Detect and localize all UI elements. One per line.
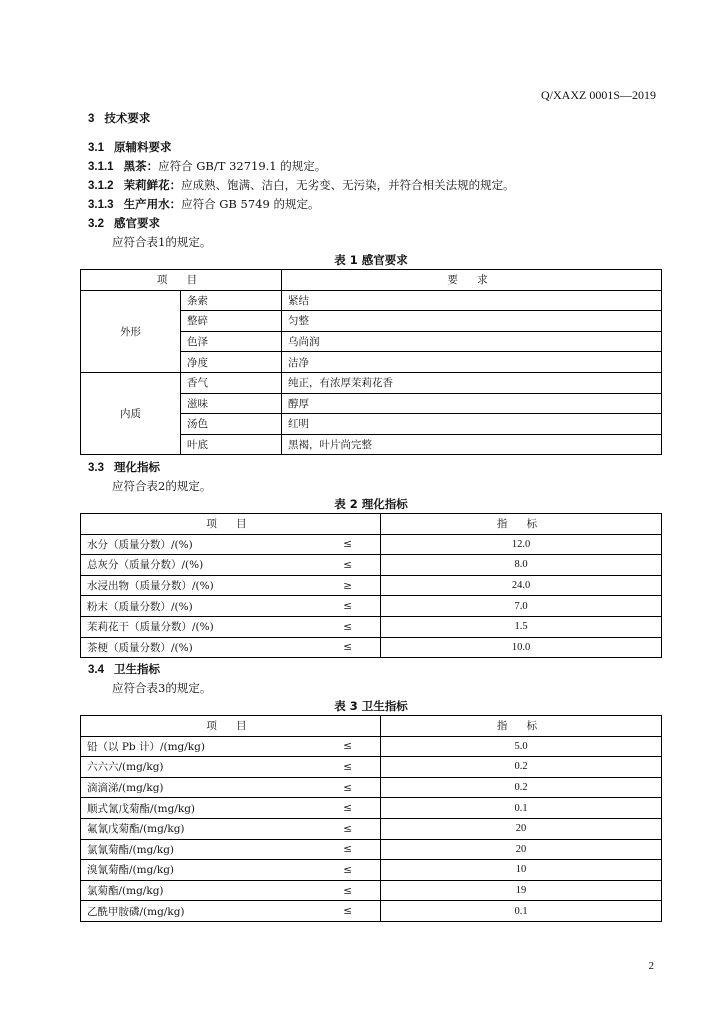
row-value: 5.0 bbox=[381, 736, 662, 757]
section-number: 3.4 bbox=[88, 664, 104, 676]
section-3-2-heading bbox=[88, 214, 160, 233]
table-header-row bbox=[81, 514, 662, 535]
row-symbol: ≤ bbox=[301, 534, 381, 555]
section-title: 原辅料要求 bbox=[114, 140, 172, 154]
row-item: 净度 bbox=[181, 352, 282, 373]
table-row bbox=[81, 534, 662, 555]
section-title: 卫生指标 bbox=[114, 662, 160, 676]
table-header-row bbox=[81, 270, 662, 291]
row-value: 24.0 bbox=[381, 575, 662, 596]
row-value: 10 bbox=[381, 860, 662, 881]
header-index: 指 标 bbox=[381, 514, 662, 535]
section-3-heading bbox=[88, 109, 150, 128]
section-3-3-heading bbox=[88, 458, 160, 477]
table-row bbox=[81, 757, 662, 778]
clause-3-1-1 bbox=[88, 157, 326, 176]
row-value: 1.5 bbox=[381, 616, 662, 637]
table-row bbox=[81, 777, 662, 798]
row-item: 滋味 bbox=[181, 393, 282, 414]
row-item: 水浸出物（质量分数）/(%) bbox=[81, 575, 301, 596]
row-item: 色泽 bbox=[181, 331, 282, 352]
clause-number: 3.1.2 bbox=[88, 180, 114, 192]
table-row bbox=[81, 901, 662, 922]
header-item: 项 目 bbox=[81, 514, 381, 535]
row-value: 7.0 bbox=[381, 596, 662, 617]
section-number: 3 bbox=[88, 113, 95, 125]
row-item: 香气 bbox=[181, 372, 282, 393]
row-symbol: ≤ bbox=[301, 777, 381, 798]
clause-3-1-3 bbox=[88, 195, 319, 214]
row-symbol: ≤ bbox=[301, 616, 381, 637]
clause-term: 茉莉鲜花： bbox=[123, 178, 182, 192]
row-requirement: 匀整 bbox=[282, 311, 662, 332]
table-row bbox=[81, 839, 662, 860]
table-row bbox=[81, 575, 662, 596]
clause-text: 应符合 GB/T 32719.1 的规定。 bbox=[158, 159, 327, 173]
row-value: 19 bbox=[381, 880, 662, 901]
row-item: 水分（质量分数）/(%) bbox=[81, 534, 301, 555]
row-requirement: 纯正，有浓厚茉莉花香 bbox=[282, 372, 662, 393]
clause-number: 3.1.1 bbox=[88, 161, 114, 173]
row-item: 氟氰戊菊酯/(mg/kg) bbox=[81, 818, 301, 839]
row-value: 0.1 bbox=[381, 901, 662, 922]
table-row bbox=[81, 637, 662, 658]
row-item: 六六六/(mg/kg) bbox=[81, 757, 301, 778]
group-internal-quality: 内质 bbox=[81, 372, 181, 454]
row-item: 乙酰甲胺磷/(mg/kg) bbox=[81, 901, 301, 922]
row-symbol: ≤ bbox=[301, 637, 381, 658]
row-item: 顺式氰戊菊酯/(mg/kg) bbox=[81, 798, 301, 819]
row-symbol: ≥ bbox=[301, 575, 381, 596]
row-item: 茶梗（质量分数）/(%) bbox=[81, 637, 301, 658]
section-title: 理化指标 bbox=[114, 460, 160, 474]
table-row bbox=[81, 555, 662, 576]
row-item: 滴滴涕/(mg/kg) bbox=[81, 777, 301, 798]
physicochemical-table bbox=[80, 513, 662, 658]
document-code: Q/XAXZ 0001S—2019 bbox=[540, 88, 656, 102]
section-title: 感官要求 bbox=[114, 216, 160, 230]
row-symbol: ≤ bbox=[301, 798, 381, 819]
table-row bbox=[81, 798, 662, 819]
row-symbol: ≤ bbox=[301, 860, 381, 881]
section-number: 3.3 bbox=[88, 462, 104, 474]
row-item: 铅（以 Pb 计）/(mg/kg) bbox=[81, 736, 301, 757]
header-requirement: 要 求 bbox=[282, 270, 662, 291]
row-requirement: 洁净 bbox=[282, 352, 662, 373]
row-item: 氯菊酯/(mg/kg) bbox=[81, 880, 301, 901]
table-2-caption: 表 2 理化指标 bbox=[334, 497, 408, 511]
table-3-caption: 表 3 卫生指标 bbox=[334, 699, 408, 713]
section-3-1-heading bbox=[88, 138, 172, 157]
table-1-caption: 表 1 感官要求 bbox=[334, 253, 408, 267]
row-item: 整碎 bbox=[181, 311, 282, 332]
sensory-table bbox=[80, 269, 662, 455]
clause-text: 应符合 GB 5749 的规定。 bbox=[181, 197, 320, 211]
row-item: 粉末（质量分数）/(%) bbox=[81, 596, 301, 617]
row-requirement: 乌尚润 bbox=[282, 331, 662, 352]
row-symbol: ≤ bbox=[301, 736, 381, 757]
header-index: 指 标 bbox=[381, 716, 662, 737]
table-row bbox=[81, 290, 662, 311]
row-requirement: 紧结 bbox=[282, 290, 662, 311]
table-row bbox=[81, 818, 662, 839]
section-3-4-note: 应符合表3的规定。 bbox=[112, 681, 212, 695]
row-requirement: 醇厚 bbox=[282, 393, 662, 414]
table-row bbox=[81, 880, 662, 901]
table-row bbox=[81, 860, 662, 881]
clause-3-1-2 bbox=[88, 176, 515, 195]
row-item: 总灰分（质量分数）/(%) bbox=[81, 555, 301, 576]
section-title: 技术要求 bbox=[104, 111, 151, 125]
row-symbol: ≤ bbox=[301, 818, 381, 839]
hygiene-table bbox=[80, 715, 662, 922]
row-value: 0.1 bbox=[381, 798, 662, 819]
row-symbol: ≤ bbox=[301, 839, 381, 860]
section-number: 3.1 bbox=[88, 142, 104, 154]
table-row bbox=[81, 616, 662, 637]
row-symbol: ≤ bbox=[301, 757, 381, 778]
clause-number: 3.1.3 bbox=[88, 199, 114, 211]
clause-text: 应成熟、饱满、洁白，无劣变、无污染，并符合相关法规的规定。 bbox=[181, 178, 515, 192]
table-row bbox=[81, 372, 662, 393]
clause-term: 生产用水： bbox=[123, 197, 182, 211]
row-item: 条索 bbox=[181, 290, 282, 311]
table-header-row bbox=[81, 716, 662, 737]
table-row bbox=[81, 596, 662, 617]
section-number: 3.2 bbox=[88, 218, 104, 230]
row-item: 茉莉花干（质量分数）/(%) bbox=[81, 616, 301, 637]
row-value: 8.0 bbox=[381, 555, 662, 576]
section-3-4-heading bbox=[88, 660, 160, 679]
row-value: 0.2 bbox=[381, 757, 662, 778]
table-row bbox=[81, 736, 662, 757]
group-appearance: 外形 bbox=[81, 290, 181, 372]
header-item: 项 目 bbox=[81, 716, 381, 737]
row-symbol: ≤ bbox=[301, 901, 381, 922]
row-symbol: ≤ bbox=[301, 596, 381, 617]
row-symbol: ≤ bbox=[301, 555, 381, 576]
row-item: 汤色 bbox=[181, 414, 282, 435]
row-value: 0.2 bbox=[381, 777, 662, 798]
row-item: 氯氰菊酯/(mg/kg) bbox=[81, 839, 301, 860]
section-3-3-note: 应符合表2的规定。 bbox=[112, 479, 212, 493]
row-item: 叶底 bbox=[181, 434, 282, 455]
row-item: 溴氰菊酯/(mg/kg) bbox=[81, 860, 301, 881]
section-3-2-note: 应符合表1的规定。 bbox=[112, 235, 212, 249]
row-symbol: ≤ bbox=[301, 880, 381, 901]
row-value: 20 bbox=[381, 818, 662, 839]
row-value: 10.0 bbox=[381, 637, 662, 658]
row-requirement: 红明 bbox=[282, 414, 662, 435]
row-value: 20 bbox=[381, 839, 662, 860]
row-requirement: 黑褐，叶片尚完整 bbox=[282, 434, 662, 455]
header-item: 项 目 bbox=[81, 270, 282, 291]
page-number: 2 bbox=[648, 960, 654, 972]
clause-term: 黑茶： bbox=[123, 159, 159, 173]
row-value: 12.0 bbox=[381, 534, 662, 555]
